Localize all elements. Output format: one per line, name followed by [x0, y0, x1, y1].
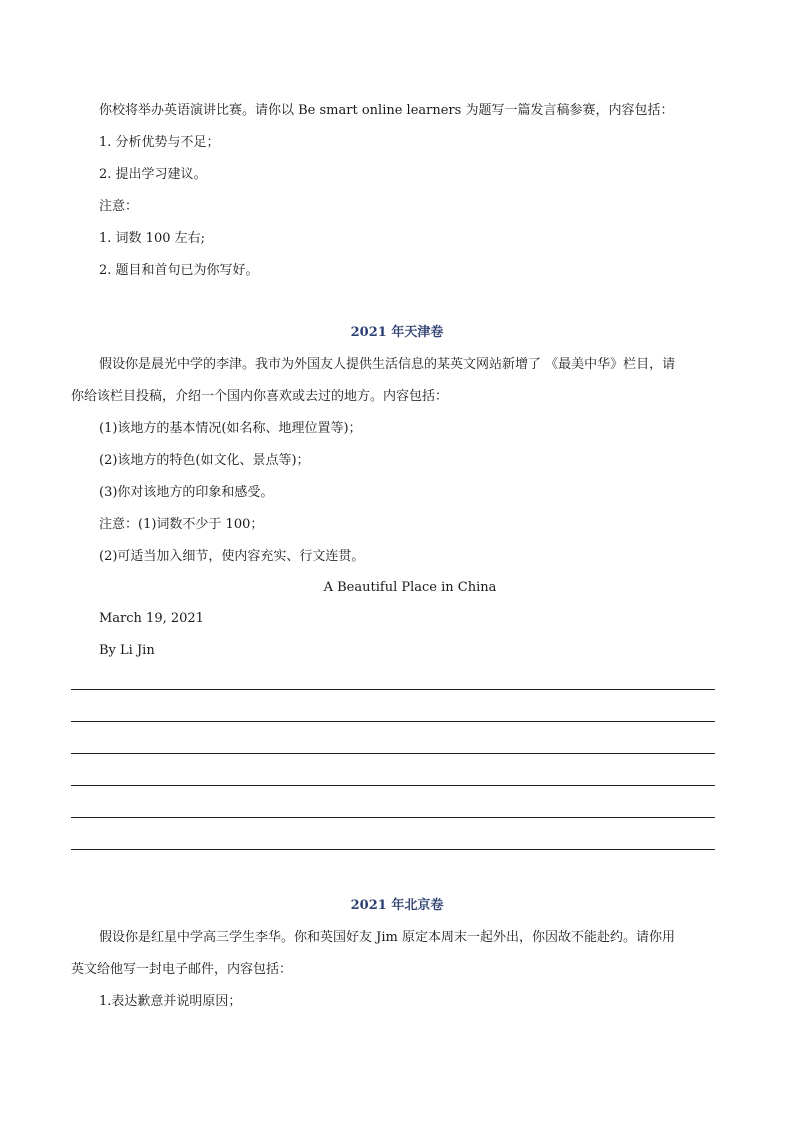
prompt-intro: 你校将举办英语演讲比赛。请你以 Be smart online learners 为题写一篇发言稿参赛，内容包括： — [99, 103, 674, 118]
answer-line — [71, 689, 715, 690]
answer-line — [71, 785, 715, 786]
section-heading-beijing: 2021 年北京卷 — [350, 898, 444, 913]
note-item: 1. 词数 100 左右; — [99, 231, 205, 246]
note-item: 2. 题目和首句已为你写好。 — [99, 263, 259, 278]
essay-date: March 19, 2021 — [99, 611, 204, 626]
answer-line — [71, 721, 715, 722]
prompt-paragraph: 英文给他写一封电子邮件，内容包括： — [71, 962, 293, 977]
note-item: 注意：(1)词数不少于 100； — [99, 517, 264, 532]
answer-line — [71, 817, 715, 818]
prompt-paragraph: 你给该栏目投稿，介绍一个国内你喜欢或去过的地方。内容包括： — [71, 389, 449, 404]
requirement-item: (2)该地方的特色(如文化、景点等)； — [99, 453, 310, 468]
requirement-item: 1.表达歉意并说明原因； — [99, 994, 242, 1009]
requirement-item: 2. 提出学习建议。 — [99, 167, 207, 182]
requirement-item: (3)你对该地方的印象和感受。 — [99, 485, 274, 500]
section-heading-tianjin: 2021 年天津卷 — [350, 325, 444, 340]
essay-title: A Beautiful Place in China — [323, 580, 497, 595]
answer-line — [71, 753, 715, 754]
prompt-paragraph: 假设你是晨光中学的李津。我市为外国友人提供生活信息的某英文网站新增了 《最美中华》栏目，请 — [99, 357, 676, 372]
essay-byline: By Li Jin — [99, 643, 155, 658]
answer-line — [71, 849, 715, 850]
requirement-item: 1. 分析优势与不足； — [99, 135, 220, 150]
prompt-paragraph: 假设你是红星中学高三学生李华。你和英国好友 Jim 原定本周末一起外出，你因故不能赴约。请你用 — [99, 930, 675, 945]
note-label: 注意： — [99, 199, 139, 214]
note-item: (2)可适当加入细节，使内容充实、行文连贯。 — [99, 549, 365, 564]
requirement-item: (1)该地方的基本情况(如名称、地理位置等)； — [99, 421, 362, 436]
